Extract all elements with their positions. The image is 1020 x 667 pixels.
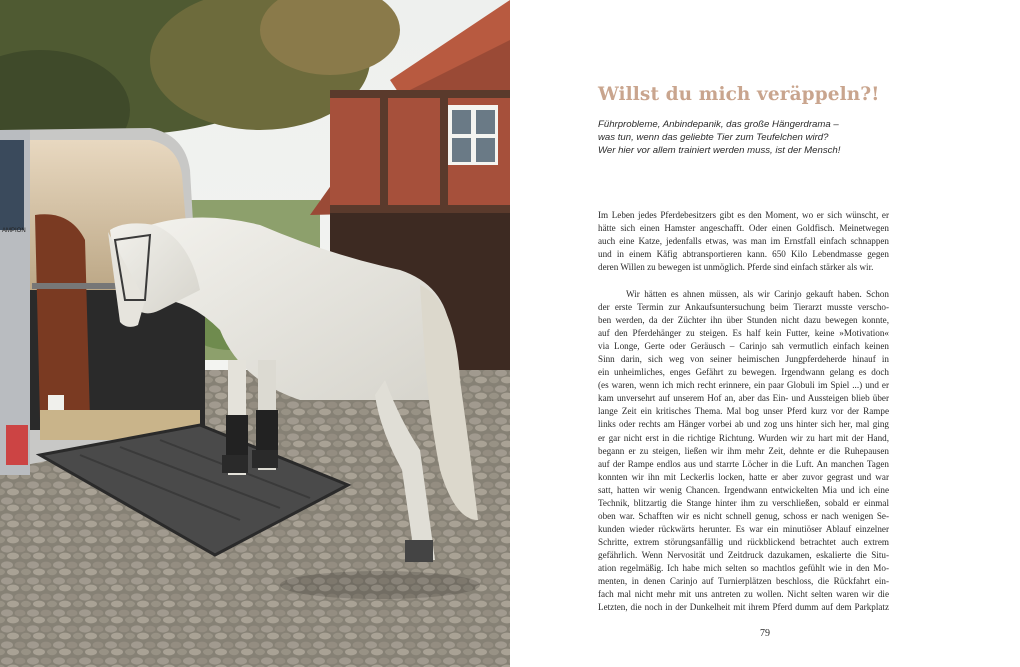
text-line: kunden wieder rückwärts herunter. Es war ein minutiöser Ablauf einzelner — [598, 523, 889, 534]
text-line: hätte sich einen Hamster angeschafft. Oder einen Goldfisch. Meinetwegen — [598, 223, 889, 234]
text-line: satt, hatten wir wenig Chancen. Irgendwann entwickelten Mia und ich eine — [598, 484, 889, 495]
text-line: menten, in denen Carinjo auf Turnierplätzen beschloss, die Rückfahrt ein- — [598, 576, 889, 587]
text-line: begann er zu steigen, ließen wir ihm mehr Zeit, dehnte er die Ruhepausen — [598, 445, 889, 456]
text-line: ation regelmäßig. Ich habe mich selten so machtlos gefühlt wie in den Mo- — [598, 562, 889, 573]
text-line: gefährlich. Wenn Nervosität und Zeitdruck dazukamen, eskalierte die Situ- — [598, 549, 889, 560]
subtitle-line: Führprobleme, Anbindepanik, das große Hängerdrama – — [598, 119, 839, 130]
text-line: Letzten, die noch in der Dunkelheit mit ihrem Pferd dumm auf dem Parkplatz — [598, 602, 889, 613]
text-line: er gar nicht erst in die richtige Richtung. Wurden wir zu hart mit der Hand, — [598, 432, 889, 443]
subtitle-line: was tun, wenn das geliebte Tier zum Teufelchen wird? — [598, 132, 829, 143]
text-line: Technik, blitzartig die Stange hinter ihm zu verschließen, sobald er einmal — [598, 497, 889, 508]
text-page — [510, 0, 1020, 667]
text-line: Im Leben jedes Pferdebesitzers gibt es den Moment, wo er sich wünscht, er — [598, 210, 889, 220]
text-line: fach mal nicht mehr mit uns antreten zu wollen. Nicht selten waren wir die — [598, 589, 889, 600]
paragraph-2 — [598, 288, 889, 614]
text-line: Schritte, extrem störungsanfällig und rückblickend betrachtet auch extrem — [598, 536, 889, 547]
text-line: via Longe, Gerte oder Geräusch – Carinjo sah vermutlich einfach keinen — [598, 341, 889, 352]
text-line: (es waren, wenn ich mich recht erinnere, ein paar Globuli im Spiel ...) und er — [598, 380, 889, 391]
text-line: Wir hätten es ahnen müssen, als wir Carinjo gekauft haben. Schon — [626, 289, 889, 299]
text-line: deren Willen zu bewegen ist unmöglich. Pferde sind einfach stärker als wir. — [598, 262, 874, 273]
article-title: Willst du mich veräppeln?! — [598, 84, 880, 105]
text-line: Sinn darin, sich weg von seiner heimischen Jungpferdeherde hinauf in — [598, 354, 889, 365]
article-subtitle — [598, 118, 858, 157]
text-line: kam unversehrt auf unserem Hof an, aber das Ein- und Aussteigen blieb über — [598, 393, 889, 404]
text-line: ein unheimliches, enges Gefährt zu bewegen. Irgendwann gelang es doch — [598, 367, 889, 378]
subtitle-line: Wer hier vor allem trainiert werden muss, ist der Mensch! — [598, 145, 841, 156]
text-line: und in einem Käfig abtransportieren kann. 650 Kilo Lebendmasse gegen — [598, 249, 889, 260]
text-line: auf den Pferdehänger zu steigen. Es half kein Futter, keine »Motivation« — [598, 328, 889, 339]
text-line: der erste Termin zur Ankaufsuntersuchung beim Tierarzt musste verscho- — [598, 302, 889, 313]
text-line: ben werden, da der Züchter ihn über Stunden nicht dazu bewegen konnte, — [598, 315, 889, 326]
text-line: auch eine Katze, jedenfalls etwas, was man im Ernstfall einfach schnappen — [598, 236, 889, 247]
text-line: links oder rechts am Hänger vorbei ab und zog uns hinter sich her, mal ging — [598, 419, 889, 430]
paragraph-1 — [598, 209, 889, 274]
text-line: lange Zeit ein kritisches Thema. Mal bog unser Pferd kurz vor der Rampe — [598, 406, 889, 417]
text-line: auf der Rampe endlos aus und starrte Löcher in die Luft. An manchen Tagen — [598, 458, 889, 469]
text-line: konnten wir ihn mit Leckerlis locken, hatte er aber zuvor gegrast und war — [598, 471, 889, 482]
text-line: oben war. Schafften wir es nicht schnell genug, schoss er nach wenigen Se- — [598, 510, 889, 521]
page-number: 79 — [760, 628, 770, 639]
svg-text:AMPION: AMPION — [2, 228, 26, 234]
